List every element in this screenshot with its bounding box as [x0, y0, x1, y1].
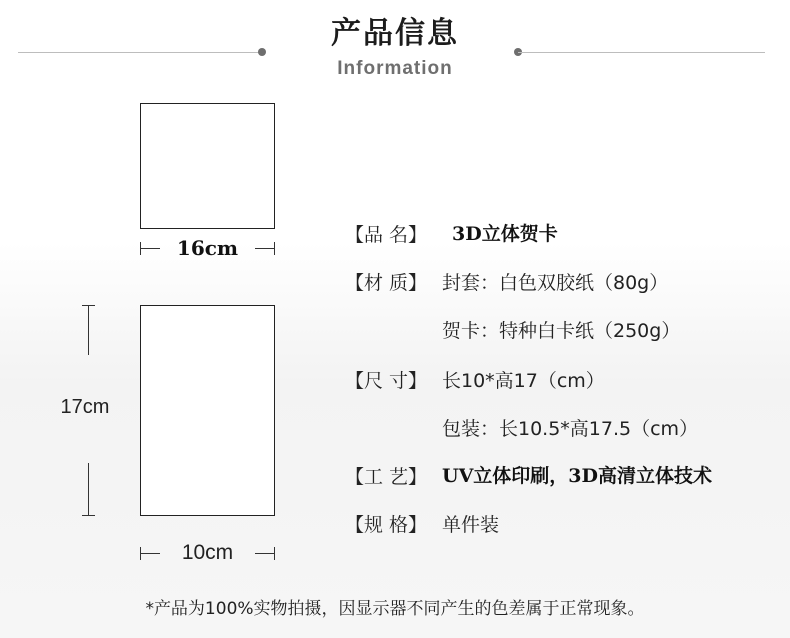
card-diagram: [140, 305, 275, 516]
card-height-label: 17cm: [60, 396, 110, 418]
spec-value-size-package: 包装：长10.5*高17.5（cm）: [442, 418, 699, 440]
spec-value-process: UV立体印刷，3D高清立体技术: [442, 465, 713, 487]
spec-label-name: 【品 名】: [345, 224, 428, 246]
card-width-line-right: [255, 553, 275, 554]
header-divider-right: [518, 52, 765, 53]
page-subtitle: Information: [337, 58, 453, 79]
envelope-width-cap-right: [274, 242, 275, 255]
spec-value-size: 长10*高17（cm）: [442, 370, 605, 392]
header-dot-left: [258, 48, 266, 56]
spec-value-material-card: 贺卡：特种白卡纸（250g）: [442, 320, 681, 342]
header-divider-left: [18, 52, 262, 53]
spec-value-material: 封套：白色双胶纸（80g）: [442, 272, 669, 294]
page-title: 产品信息: [331, 16, 459, 51]
spec-label-material: 【材 质】: [345, 272, 428, 294]
spec-value-spec: 单件装: [442, 514, 500, 536]
card-height-line-top: [88, 305, 89, 355]
card-width-cap-right: [274, 547, 275, 560]
card-width-line-left: [140, 553, 160, 554]
envelope-width-line-left: [140, 248, 160, 249]
footnote-disclaimer: *产品为100%实物拍摄，因显示器不同产生的色差属于正常现象。: [145, 599, 645, 619]
spec-label-process: 【工 艺】: [345, 466, 428, 488]
card-width-label: 10cm: [181, 541, 234, 564]
envelope-diagram: [140, 103, 275, 229]
envelope-width-line-right: [255, 248, 275, 249]
card-height-cap-bottom: [82, 515, 95, 516]
envelope-width-label: 16cm: [176, 236, 239, 260]
spec-label-spec: 【规 格】: [345, 514, 428, 536]
spec-label-size: 【尺 寸】: [345, 370, 428, 392]
spec-value-name: 3D立体贺卡: [452, 223, 558, 245]
card-height-line-bottom: [88, 463, 89, 516]
